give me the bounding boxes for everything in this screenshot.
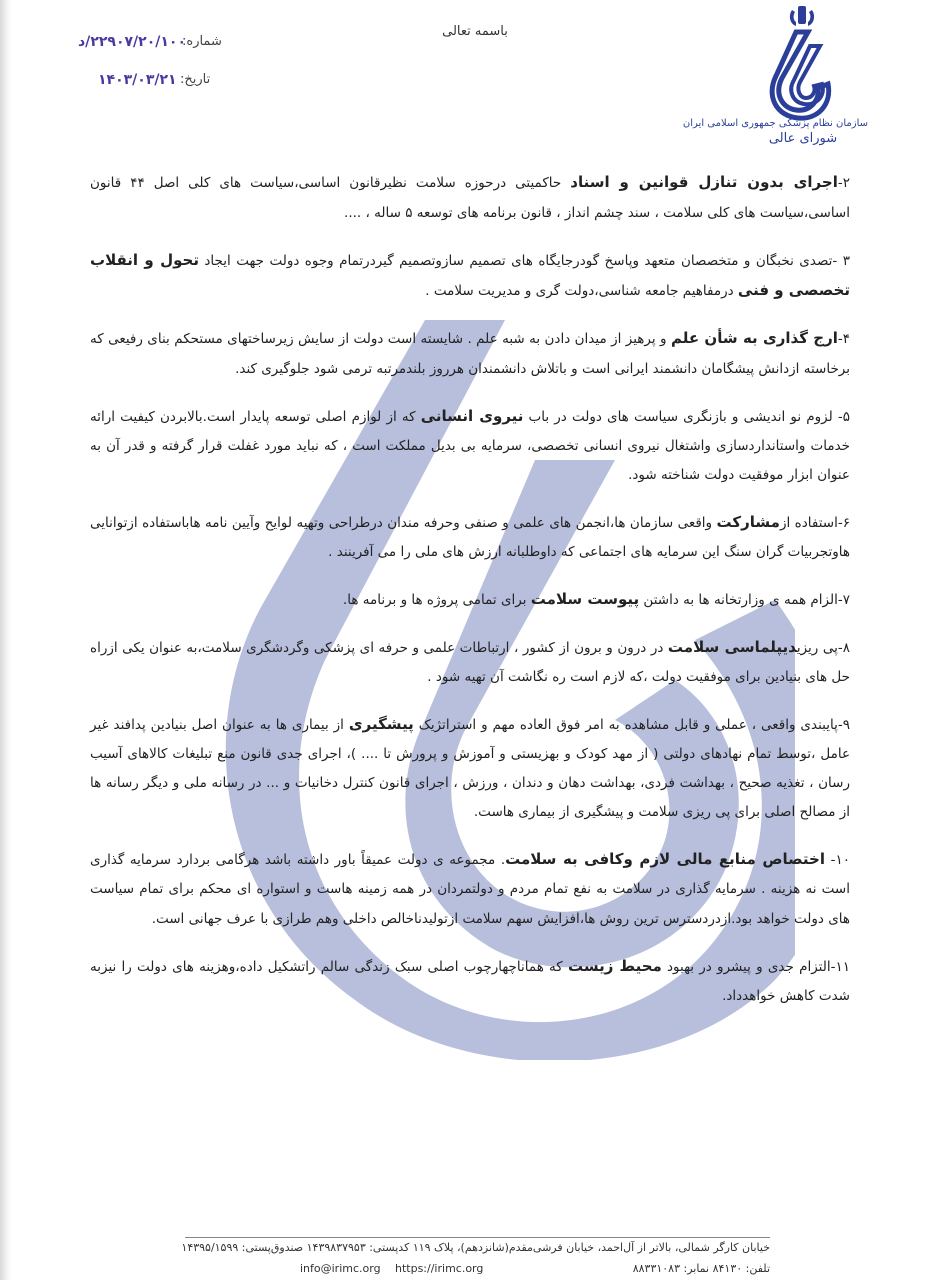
paragraph-text: حاکمیتی درحوزه سلامت نظیرقانون اساسی،سیاست های کلی اصل ۴۴ قانون اساسی،سیاست های کلی سلامت ، سند چشم انداز ، قانون برنامه های توسعه ۵ ساله ، .... (90, 175, 850, 221)
paragraph-item (90, 168, 850, 228)
emphasis-text: پیوست سلامت (530, 590, 640, 608)
date-value: ۱۴۰۳/۰۳/۲۱ (98, 72, 177, 88)
paragraph-text: . مجموعه ی دولت عمیقاً باور داشته باشد هرگامی بردارد سرمایه گذاری است نه هزینه . سرمایه گذاری در سلامت به نفع تمام مردم و دولتمردان در همه زمینه هاست و استواره ای محکم برای تمام سیاست های دولت خواهد بود.ازدردسترس ترین روش ها،افزایش سهم سلامت ازتولیدناخالص داخلی وهم طرازی با عرف جهانی است. (90, 852, 850, 927)
emphasis-text: اجرای بدون تنازل قوانین و اسناد (570, 173, 838, 191)
paragraph-text: التزام جدی و پیشرو در بهبود (661, 959, 831, 975)
paragraph-text: ۹- (837, 717, 850, 733)
paragraph-text: ۱۱- (830, 959, 850, 975)
paragraph-text: ۱۰- (825, 852, 850, 868)
paragraph-text: تصدی نخبگان و متخصصان متعهد وپاسخ گودرجایگاه های تصمیم سازوتصمیم گیردرتمام وجوه دولت جهت ایجاد (198, 253, 833, 269)
paragraph-item (90, 402, 850, 490)
date-label: تاریخ: (180, 72, 211, 87)
emphasis-text: دیپلماسی سلامت (667, 638, 797, 656)
paragraph-text: ۲- (837, 175, 850, 191)
paragraph-item (90, 324, 850, 384)
emphasis-text: محیط زیست (567, 957, 662, 975)
paragraph-item (90, 952, 850, 1011)
paragraph-text: که از لوازم اصلی توسعه پایدار است.بالابردن کیفیت ارائه خدمات واستانداردسازی واشتغال نیروی انسانی تخصصی، سرمایه بی بدیل مملکت است ، که نباید مورد غفلت قرار گرفته و قدر آن به عنوان ابزار موفقیت دولت شناخته شود. (90, 409, 850, 483)
org-name: سازمان نظام پزشکی جمهوری اسلامی ایران (682, 118, 868, 129)
paragraph-text: لزوم نو اندیشی و بازنگری سیاست های دولت در باب (523, 409, 838, 425)
council-name: شورای عالی (768, 131, 838, 146)
paragraph-text: واقعی سازمان ها،انجمن های علمی و صنفی وحرفه مندان درطراحی وتهیه لوایح وآیین نامه هاباستفاده ازتوانایی هاوتجربیات گران سنگ این سرمایه های اجتماعی که داوطلبانه ارزش های ملی را می آفرینند . (90, 515, 850, 560)
emphasis-text: ارج گذاری به شأن علم (670, 329, 838, 347)
paragraph-text: پایبندی واقعی ، عملی و قابل مشاهده به امر فوق العاده مهم و استراتژیک (413, 717, 838, 733)
footer-email[interactable]: info@irimc.org (300, 1262, 381, 1275)
emphasis-text: اختصاص منابع مالی لازم وکافی به سلامت (505, 850, 826, 868)
emphasis-text: مشارکت (716, 513, 780, 531)
paragraph-text: درمفاهیم جامعه شناسی،دولت گری و مدیریت سلامت . (425, 283, 738, 299)
paragraph-text: ۶- (837, 515, 850, 531)
paragraph-text: الزام همه ی وزارتخانه ها به داشتن (639, 592, 838, 608)
emphasis-text: پیشگیری (348, 715, 414, 733)
paragraph-item (90, 845, 850, 934)
footer-website[interactable]: https://irimc.org (395, 1262, 484, 1275)
number-label: شماره: (182, 34, 222, 49)
paragraph-item (90, 710, 850, 827)
paragraph-text: که هماناچهارچوب اصلی سبک زندگی سالم راتشکیل داده،وهزینه های دولت را نیزبه شدت کاهش خواهدداد. (90, 959, 850, 1004)
paragraph-text: از بیماری ها به عنوان اصل بنیادین پدافند غیر عامل ،توسط تمام نهادهای دولتی ( از مهد کودک و بهزیستی و آموزش و پرورش تا .... )، اجرای جدی قانون منع تبلیغات کالاهای آسیب رسان ، تغذیه صحیح ، بهداشت فردی، بهداشت دهان و دندان ، ورزش ، اجرای قانون کنترل دخانیات و ... در رسانه ملی و دیگر رسانه ها از مصالح اصلی برای پی ریزی سلامت و پیشگیری از بیماری هاست. (90, 717, 850, 820)
footer-rule (185, 1237, 770, 1238)
emphasis-text: تحول و انقلاب تخصصی و فنی (90, 251, 850, 299)
page-edge-shadow (0, 0, 12, 1280)
footer-phone: تلفن: ۸۴۱۳۰ نمابر: ۸۸۳۳۱۰۸۳ (632, 1262, 770, 1275)
paragraph-text: ۷- (837, 592, 850, 608)
paragraph-item (90, 633, 850, 692)
paragraph-text: ۵- (837, 409, 850, 425)
paragraph-text: ۸- (837, 640, 851, 656)
paragraph-text: پی ریزی (796, 640, 838, 656)
basmala: باسمه تعالی (442, 24, 508, 39)
footer-address: خیابان کارگر شمالی، بالاتر از آل‌احمد، خیابان فرشی‌مقدم(شانزدهم)، پلاک ۱۱۹ کدپستی: ۱۴۳۹۸۳۷۹۵۳ صندوق‌پستی: ۱۴۳۹۵/۱۵۹۹ (181, 1241, 770, 1254)
paragraph-text: برای تمامی پروژه ها و برنامه ها. (342, 592, 531, 608)
paragraph-text: ۴- (837, 331, 850, 347)
emphasis-text: نیروی انسانی (420, 407, 524, 425)
paragraph-text: ۳ - (832, 253, 850, 269)
number-value: ۲۲۹۰۷/۲۰/۱۰۰/د (78, 34, 186, 50)
paragraph-item (90, 508, 850, 567)
paragraph-text: استفاده از (779, 515, 838, 531)
paragraph-item (90, 246, 850, 306)
paragraph-item (90, 585, 850, 615)
letter-body (90, 168, 850, 1029)
paragraph-text: و پرهیز از میدان دادن به شبه علم . شایسته است دولت از سایش زیرساختهای مستحکم بنای رفیعی که برخاسته ازدانش پیشگامان دانشمند ایرانی است و باتلاش دانشمندان هرروز بلندمرتبه ترمی شود جلوگیری کند. (90, 331, 850, 377)
paragraph-text: در درون و برون از کشور ، ارتباطات علمی و حرفه ای پزشکی وگردشگری سلامت،به عنوان یکی ازراه حل های بنیادین برای موفقیت دولت ،که لازم است ره نگاشت آن تهیه شود . (90, 640, 850, 685)
